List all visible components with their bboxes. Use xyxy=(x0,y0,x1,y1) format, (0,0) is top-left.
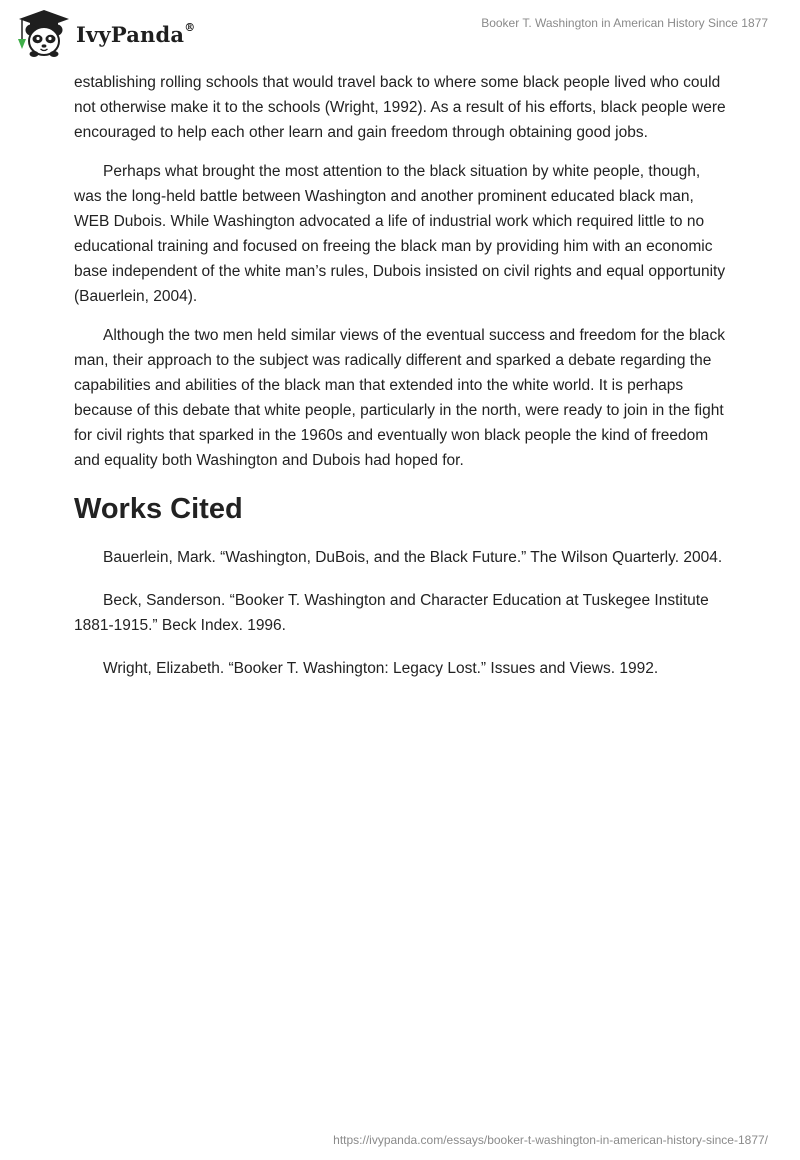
essay-content xyxy=(74,70,726,699)
page-header xyxy=(0,0,800,66)
body-paragraph: Although the two men held similar views of the eventual success and freedom for the black man, their approach to the subject was radically different and sparked a debate regarding the capabilities and abilities of the black man that extended into the white world. It is perhaps because of this debate that white people, particularly in the north, were ready to join in the fight for civil rights that sparked in the 1960s and eventually won black people the kind of freedom and equality both Washington and Dubois had hoped for. xyxy=(74,327,726,469)
works-cited-heading: Works Cited xyxy=(74,493,243,525)
registered-mark: ® xyxy=(184,20,196,34)
running-title: Booker T. Washington in American History Since 1877 xyxy=(481,16,768,30)
brand-name: IvyPanda® xyxy=(76,20,196,47)
footer-url[interactable]: https://ivypanda.com/essays/booker-t-washington-in-american-history-since-1877/ xyxy=(333,1133,768,1147)
body-paragraph: establishing rolling schools that would travel back to where some black people lived who could not otherwise make it to the schools (Wright, 1992). As a result of his efforts, black people were encouraged to help each other learn and gain freedom through obtaining good jobs. xyxy=(74,74,726,141)
citation-entry: Bauerlein, Mark. “Washington, DuBois, and the Black Future.” The Wilson Quarterly. 2004. xyxy=(103,549,723,566)
body-paragraph: Perhaps what brought the most attention to the black situation by white people, though, was the long-held battle between Washington and another prominent educated black man, WEB Dubois. While Washington advocated a life of industrial work which required little to no educational training and focused on freeing the black man by providing him with an economic base independent of the white man’s rules, Dubois insisted on civil rights and equal opportunity (Bauerlein, 2004). xyxy=(74,163,726,305)
panda-graduate-icon xyxy=(14,8,74,60)
ivypanda-logo[interactable] xyxy=(14,8,195,60)
citation-entry: Beck, Sanderson. “Booker T. Washington and Character Education at Tuskegee Institute 1881-1915.” Beck Index. 1996. xyxy=(74,592,709,634)
citation-entry: Wright, Elizabeth. “Booker T. Washington: Legacy Lost.” Issues and Views. 1992. xyxy=(103,660,659,677)
